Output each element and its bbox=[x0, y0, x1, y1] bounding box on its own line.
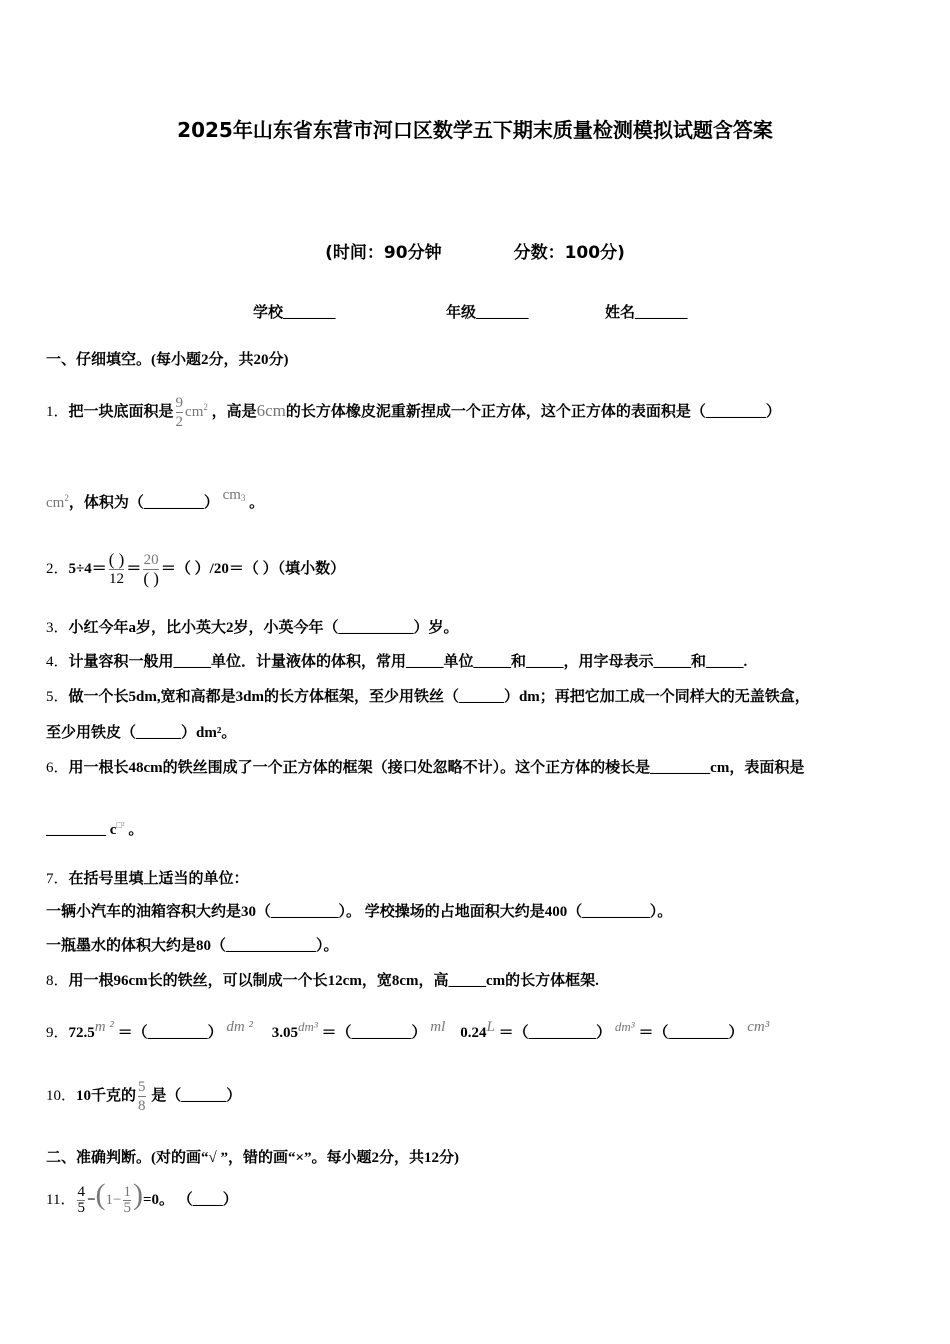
text: ＝（ ）/20＝（ ）（填小数） bbox=[160, 561, 346, 577]
question-number: 4． bbox=[46, 654, 69, 670]
text: 的长方体橡皮泥重新捏成一个正方体，这个正方体的表面积是（________） bbox=[285, 404, 781, 420]
question-number: 5． bbox=[46, 689, 69, 705]
text: 1− bbox=[105, 1192, 122, 1208]
text: ＝（________） bbox=[638, 1025, 744, 1041]
question-number: 8． bbox=[46, 973, 69, 989]
question-11 bbox=[46, 1175, 238, 1220]
question-1-cont: $cm^2$，体积为（________） $cm^3$ 。 bbox=[46, 487, 265, 511]
numerator: 9 bbox=[175, 395, 184, 412]
question-1: 1．把一块底面积是 $\frac{9}{2}$ $cm^2$ ，高是6cm的长方体橡皮泥重新捏成一个正方体，这个正方体的表面积是（________） bbox=[46, 395, 781, 431]
unit: cm bbox=[222, 487, 241, 503]
text: =0。 （____） bbox=[142, 1192, 238, 1208]
text: 做一个长5dm,宽和高都是3dm的长方体框架，至少用铁丝（______）dm；再把它加工成一个同样大的无盖铁盒， bbox=[68, 689, 810, 705]
text: 72.5 bbox=[68, 1025, 95, 1041]
question-7-line-1: 一辆小汽车的油箱容积大约是30（_________）。 学校操场的占地面积大约是400（_________）。 bbox=[46, 904, 673, 920]
denominator: 5 bbox=[77, 1200, 85, 1217]
text: 计量容积一般用_____单位．计量液体的体积，常用_____单位_____和_____，用字母表示_____和_____. bbox=[68, 654, 748, 670]
text: 用一根96cm长的铁丝，可以制成一个长12cm，宽8cm，高_____cm的长方体框架. bbox=[68, 973, 599, 989]
text: ，高是 bbox=[211, 404, 257, 420]
question-number: 7． bbox=[46, 871, 69, 887]
question-5 bbox=[46, 687, 810, 707]
question-number: 2． bbox=[46, 561, 69, 577]
numerator: 1 bbox=[123, 1184, 131, 1201]
question-7 bbox=[46, 869, 249, 889]
unit: m ² bbox=[94, 1019, 114, 1035]
text: ＝ bbox=[126, 561, 142, 577]
unit: cm bbox=[46, 495, 65, 511]
section-heading-1: 一、仔细填空。(每小题2分，共20分) bbox=[46, 352, 289, 368]
grade-field: 年级_______ bbox=[446, 305, 529, 321]
text: − bbox=[86, 1192, 96, 1208]
name-field: 姓名_______ bbox=[605, 305, 688, 321]
denominator: 2 bbox=[175, 414, 184, 431]
height-value: 6cm bbox=[256, 401, 286, 420]
question-5-cont: 至少用铁皮（______）dm²。 bbox=[46, 725, 237, 741]
question-4 bbox=[46, 652, 747, 672]
page-title: 2025年山东省东营市河口区数学五下期末质量检测模拟试题含答案 bbox=[177, 118, 773, 142]
text: 。 bbox=[249, 495, 265, 511]
fraction bbox=[143, 551, 159, 588]
numerator: 20 bbox=[143, 552, 159, 569]
paren: ) bbox=[132, 1178, 143, 1211]
text: ＝（_________） bbox=[498, 1025, 612, 1041]
denominator: 8 bbox=[138, 1098, 146, 1115]
unit: cm bbox=[185, 404, 204, 420]
denominator: 12 bbox=[109, 571, 125, 588]
fraction bbox=[123, 1185, 131, 1216]
numerator: 5 bbox=[138, 1079, 146, 1096]
school-field: 学校_______ bbox=[253, 305, 336, 321]
text: 把一块底面积是 bbox=[68, 404, 174, 420]
text: 是（______） bbox=[151, 1088, 242, 1104]
section-heading-2: 二、准确判断。(对的画“√ ”，错的画“×”。每小题2分，共12分) bbox=[46, 1150, 460, 1166]
text: ＝（________） bbox=[117, 1025, 223, 1041]
unit: dm ² bbox=[226, 1019, 253, 1035]
text: 用一根长48cm的铁丝围成了一个正方体的框架（接口处忽略不计）。这个正方体的棱长是________cm，表面积是 bbox=[68, 760, 805, 776]
text: 10千克的 bbox=[76, 1088, 137, 1104]
unit: cm³ bbox=[747, 1019, 770, 1035]
question-3 bbox=[46, 618, 459, 638]
text: ________ c bbox=[46, 822, 117, 838]
question-number: 9． bbox=[46, 1025, 69, 1041]
paren: ( bbox=[95, 1178, 106, 1211]
text: ＝（________） bbox=[321, 1025, 427, 1041]
denominator: 5 bbox=[123, 1200, 131, 1217]
unit: ml bbox=[430, 1019, 446, 1035]
exam-time: (时间：90分钟 bbox=[325, 243, 442, 263]
fraction bbox=[138, 1078, 146, 1115]
question-6 bbox=[46, 758, 804, 778]
question-8 bbox=[46, 971, 599, 991]
fraction bbox=[176, 394, 184, 431]
question-2 bbox=[46, 534, 345, 604]
exam-meta bbox=[0, 238, 950, 263]
question-7-line-2: 一瓶墨水的体积大约是80（____________）。 bbox=[46, 938, 339, 954]
text: ，体积为（________） bbox=[68, 495, 219, 511]
text: 。 bbox=[128, 822, 144, 838]
numerator: 4 bbox=[77, 1184, 85, 1201]
question-number: 1． bbox=[46, 404, 69, 420]
question-number: 11． bbox=[46, 1192, 76, 1208]
unit: dm³ bbox=[614, 1019, 635, 1034]
question-10 bbox=[46, 1066, 241, 1126]
fraction bbox=[77, 1185, 85, 1216]
question-number: 6． bbox=[46, 760, 69, 776]
unit: dm³ bbox=[297, 1019, 318, 1034]
question-6-cont bbox=[46, 815, 143, 840]
text: 5÷4＝ bbox=[68, 561, 107, 577]
question-9 bbox=[46, 1010, 769, 1050]
text: 在括号里填上适当的单位： bbox=[68, 871, 249, 887]
question-number: 10． bbox=[46, 1088, 77, 1104]
fraction bbox=[109, 551, 125, 588]
unit: L bbox=[486, 1019, 495, 1035]
text: 0.24 bbox=[460, 1025, 487, 1041]
denominator: ( ) bbox=[143, 569, 159, 589]
question-number: 3． bbox=[46, 620, 69, 636]
exam-score: 分数：100分) bbox=[513, 243, 625, 263]
text: 3.05 bbox=[271, 1025, 298, 1041]
numerator: ( ) bbox=[108, 550, 125, 570]
unit-superscript: □² bbox=[116, 820, 125, 830]
text: 小红今年a岁，比小英大2岁，小英今年（__________）岁。 bbox=[68, 620, 459, 636]
